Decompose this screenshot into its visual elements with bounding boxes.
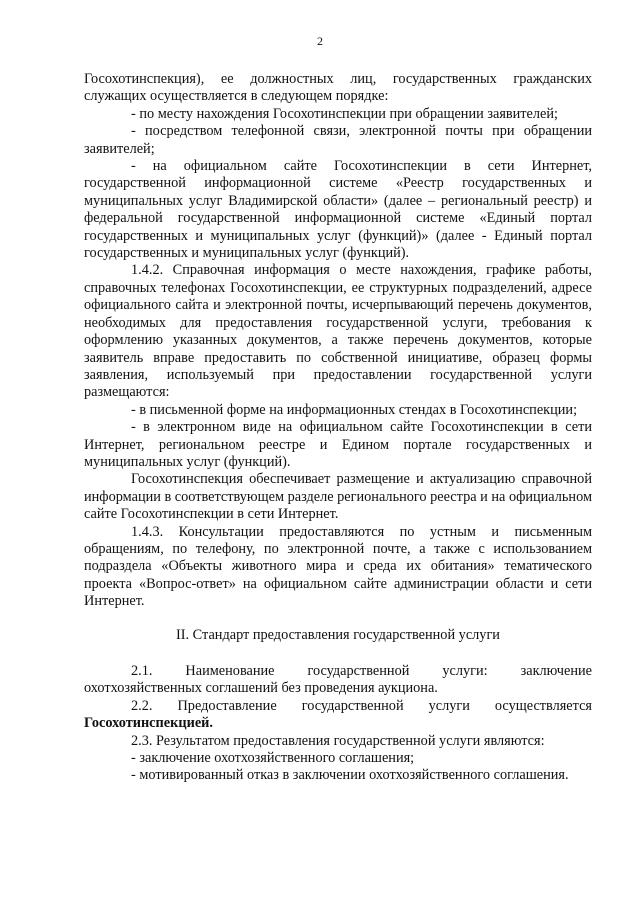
list-item: - в письменной форме на информационных стендах в Госохотинспекции; <box>131 401 578 418</box>
paragraph: 1.4.3. Консультации предоставляются по устным и письменным обращениям, по телефону, по электронной почте, а также с использованием подраздела «Объекты животного мира и среда их обитания» тематического проекта «Вопрос-ответ» на официальном сайте администрации области и сети Интернет. <box>84 523 592 610</box>
bold-text: Госохотинспекцией. <box>84 715 213 732</box>
paragraph: 1.4.2. Справочная информация о месте нахождения, графике работы, справочных телефонах Госохотинспекции, ее структурных подразделений, адресе официального сайта и электронной почты, исчерпывающий перечень документов, необходимых для предоставления государственной услуги, требования к оформлению указанных документов, а также перечень документов, которые заявитель вправе предоставить по собственной инициативе, образец формы заявления, используемый при предоставлении государственной услуги размещаются: <box>84 262 592 401</box>
paragraph: 2.3. Результатом предоставления государственной услуги являются: <box>131 732 545 749</box>
paragraph: 2.1. Наименование государственной услуги: заключение охотхозяйственных соглашений без проведения аукциона. <box>84 663 592 697</box>
list-item: - по месту нахождения Госохотинспекции при обращении заявителей; <box>131 105 559 122</box>
list-item: - заключение охотхозяйственного соглашения; <box>131 750 415 767</box>
document-body <box>84 71 592 785</box>
paragraph <box>84 698 592 733</box>
list-item: - в электронном виде на официальном сайте Госохотинспекции в сети Интернет, региональном реестре и Едином портале государственных и муниципальных услуг (функций). <box>84 419 592 470</box>
paragraph: Госохотинспекция обеспечивает размещение и актуализацию справочной информации в соответствующем разделе регионального реестра и на официальном сайте Госохотинспекции в сети Интернет. <box>84 471 593 523</box>
list-item: - мотивированный отказ в заключении охотхозяйственного соглашения. <box>131 767 569 784</box>
list-item: - посредством телефонной связи, электронной почты при обращении заявителей; <box>84 123 592 157</box>
paragraph: Госохотинспекция), ее должностных лиц, государственных гражданских служащих осуществляется в следующем порядке: <box>84 71 592 105</box>
paragraph-text: 2.2. Предоставление государственной услуги осуществляется <box>131 697 592 714</box>
section-heading: II. Стандарт предоставления государственной услуги <box>176 626 500 643</box>
page-number: 2 <box>317 34 323 48</box>
list-item: - на официальном сайте Госохотинспекции в сети Интернет, государственной информационной системе «Реестр государственных и муниципальных услуг Владимирской области» (далее – региональный реестр) и федеральной государственной информационной системе «Единый портал государственных и муниципальных услуг (функций)» (далее - Единый портал государственных и муниципальных услуг (функций). <box>84 158 592 262</box>
